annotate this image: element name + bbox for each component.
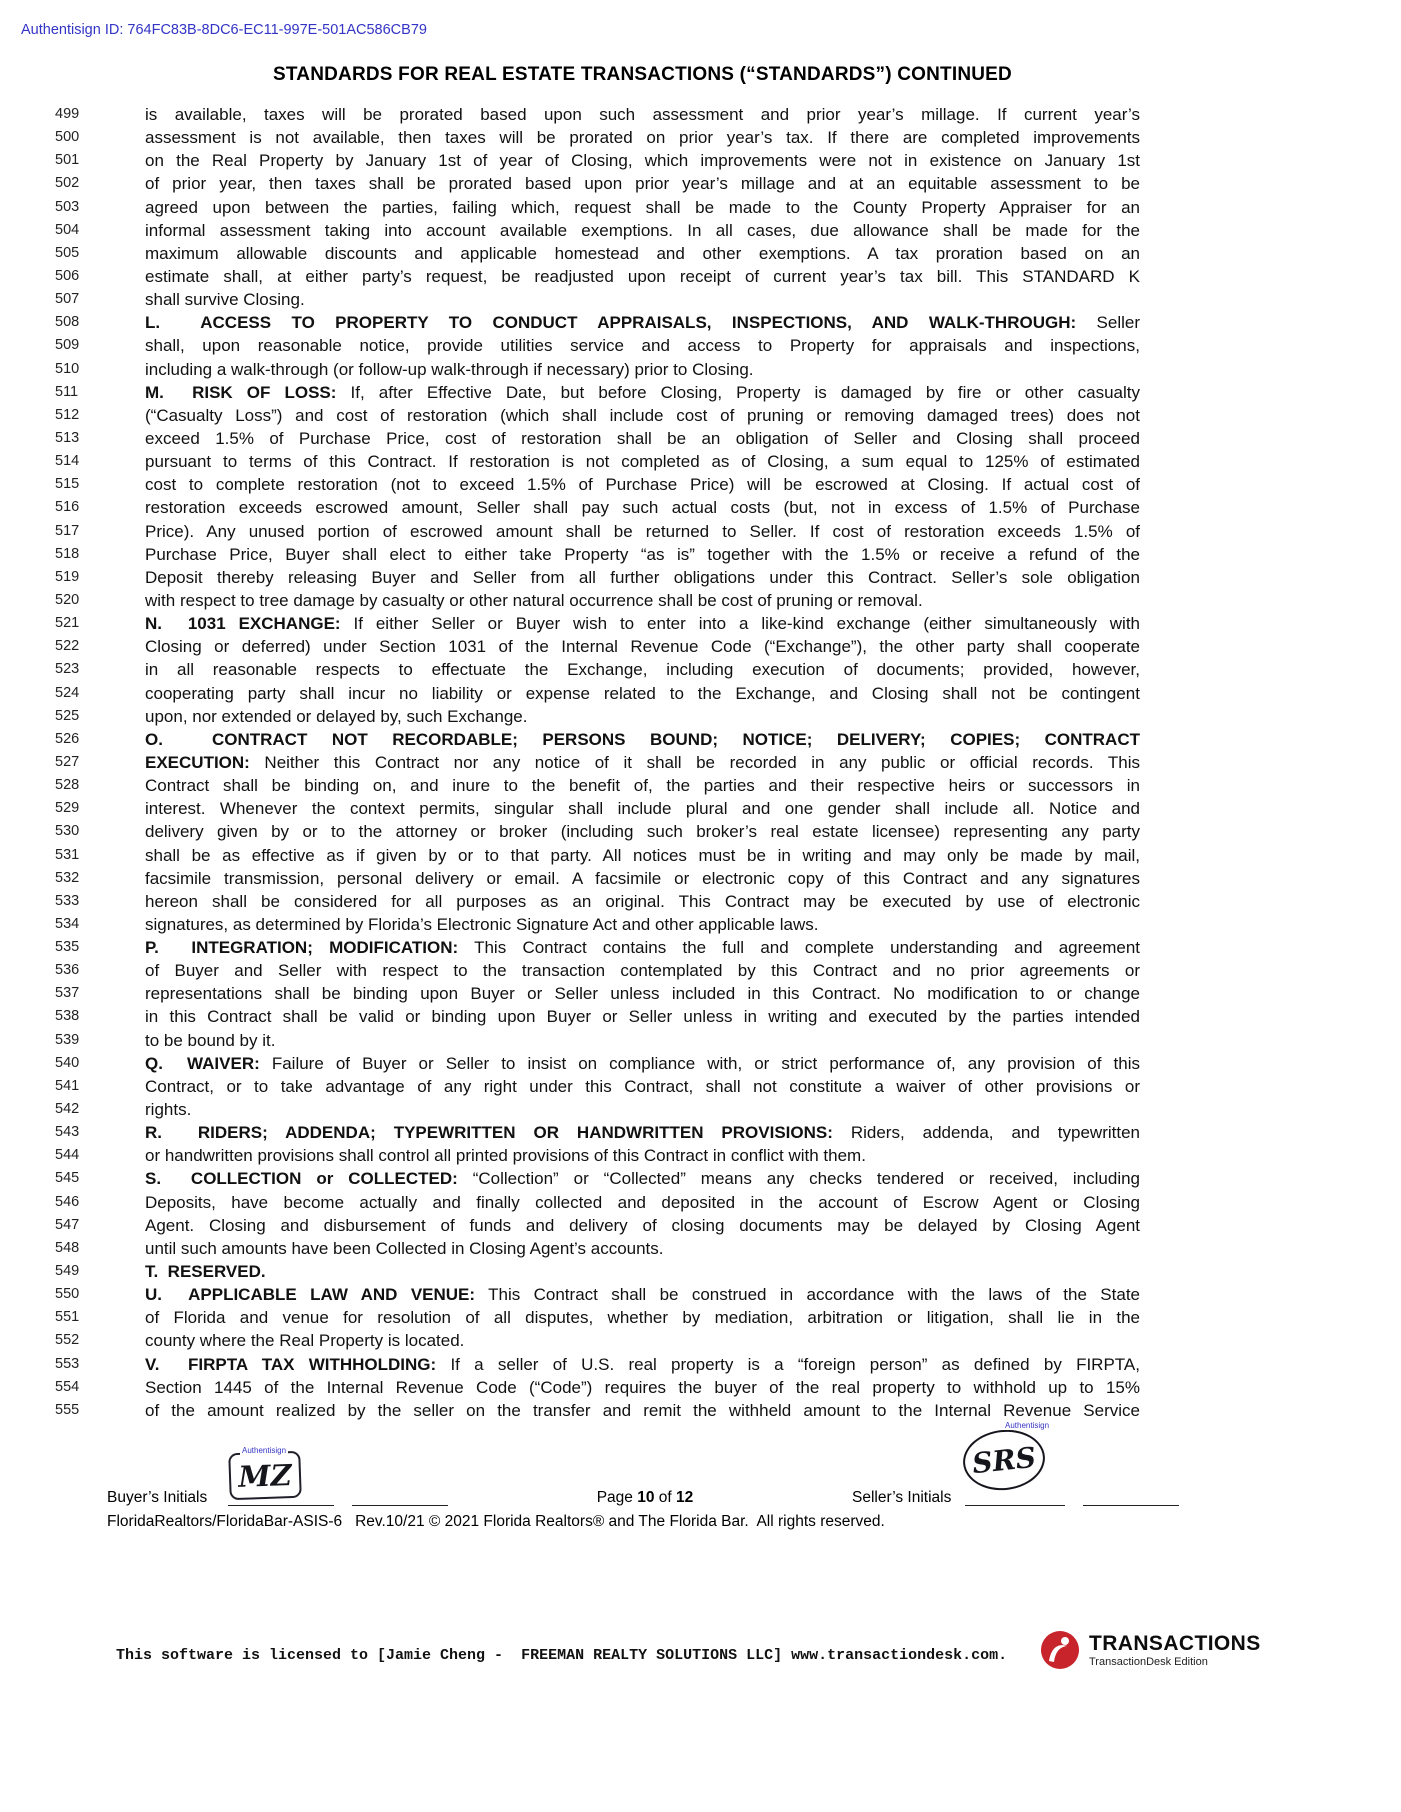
line-number: 511 — [55, 383, 79, 400]
line-row — [55, 751, 1140, 774]
line-row — [55, 797, 1140, 820]
line-number: 552 — [55, 1332, 80, 1349]
line-row — [55, 219, 1140, 242]
line-row — [55, 1329, 1140, 1352]
line-row — [55, 1191, 1140, 1214]
seller-initials-line-1[interactable] — [965, 1505, 1065, 1506]
line-row — [55, 288, 1140, 311]
line-body — [145, 1075, 1140, 1098]
line-body — [145, 1237, 1140, 1260]
line-text: cooperating party shall incur no liability or expense related to the Exchange, and Closing shall not be contingent — [145, 683, 1140, 703]
line-text: Riders, addenda, and typewritten — [832, 1123, 1140, 1143]
line-body — [145, 1329, 1140, 1352]
line-text: Purchase Price, Buyer shall elect to either take Property “as is” together with the 1.5% or receive a refund of the — [145, 544, 1140, 564]
line-number: 516 — [55, 499, 80, 516]
line-number: 542 — [55, 1101, 80, 1118]
buyer-initials-line-2[interactable] — [352, 1505, 448, 1506]
line-number: 554 — [55, 1378, 80, 1395]
line-number: 543 — [55, 1124, 80, 1141]
line-number: 528 — [55, 777, 80, 794]
line-body — [145, 404, 1140, 427]
line-text: assessment is not available, then taxes will be prorated on prior year’s tax. If there are completed improvements — [145, 128, 1140, 148]
line-row — [55, 1029, 1140, 1052]
line-text: Closing or deferred) under Section 1031 of the Internal Revenue Code (“Exchange”), the other party shall cooperate — [145, 637, 1140, 657]
line-number: 539 — [55, 1031, 80, 1048]
line-body — [145, 1098, 1140, 1121]
line-number: 534 — [55, 915, 80, 932]
transactions-logo-subtitle: TransactionDesk Edition — [1089, 1655, 1208, 1668]
transactions-logo-title: TRANSACTIONS — [1089, 1631, 1261, 1655]
line-row — [55, 358, 1140, 381]
line-row — [55, 982, 1140, 1005]
line-number: 523 — [55, 661, 80, 678]
buyers-initials-label: Buyer’s Initials — [107, 1489, 208, 1506]
line-number: 538 — [55, 1008, 80, 1025]
line-text: restoration exceeds escrowed amount, Seller shall pay such actual costs (but, not in excess of 1.5% of Purchase — [145, 498, 1140, 518]
line-text: hereon shall be considered for all purposes as an original. This Contract may be executed by use of electronic — [145, 891, 1140, 911]
line-body — [145, 381, 1140, 404]
line-number: 547 — [55, 1216, 80, 1233]
line-row — [55, 334, 1140, 357]
line-row — [55, 1376, 1140, 1399]
line-number: 514 — [55, 453, 80, 470]
line-number: 507 — [55, 291, 80, 308]
line-body — [145, 1167, 1140, 1190]
line-row — [55, 473, 1140, 496]
line-body — [145, 334, 1140, 357]
line-number: 555 — [55, 1401, 80, 1418]
line-text: with respect to tree damage by casualty or other natural occurrence shall be cost of pruning or removal. — [145, 590, 923, 610]
line-text: If either Seller or Buyer wish to enter into a like-kind exchange (either simultaneously with — [340, 614, 1141, 634]
line-body — [145, 705, 1140, 728]
line-body — [145, 1029, 1140, 1052]
line-body — [145, 589, 1140, 612]
line-text: county where the Real Property is located. — [145, 1331, 465, 1351]
line-number: 532 — [55, 869, 80, 886]
form-credit-line: FloridaRealtors/FloridaBar-ASIS-6 Rev.10/21 © 2021 Florida Realtors® and The Florida Bar. All rights reserved. — [107, 1513, 885, 1530]
line-row — [55, 126, 1140, 149]
line-row — [55, 103, 1140, 126]
line-number: 524 — [55, 684, 80, 701]
line-bold: U. APPLICABLE LAW AND VENUE: — [145, 1285, 476, 1305]
line-number: 544 — [55, 1147, 80, 1164]
line-row — [55, 936, 1140, 959]
line-number: 550 — [55, 1286, 80, 1303]
transactiondesk-logo — [1040, 1630, 1261, 1670]
authentisign-stamp-icon: Authentisign — [1005, 1421, 1050, 1430]
line-body — [145, 1283, 1140, 1306]
line-text: of Buyer and Seller with respect to the transaction contemplated by this Contract and no prior agreements or — [145, 961, 1140, 981]
line-body — [145, 797, 1140, 820]
line-number: 509 — [55, 337, 80, 354]
line-body — [145, 103, 1140, 126]
line-row — [55, 520, 1140, 543]
line-row — [55, 612, 1140, 635]
line-number: 548 — [55, 1239, 80, 1256]
page-indicator-prefix: Page — [596, 1489, 638, 1506]
line-row — [55, 867, 1140, 890]
line-text: Seller — [1076, 313, 1140, 333]
line-body — [145, 219, 1140, 242]
line-text: of prior year, then taxes shall be prorated based upon prior year’s millage and at an equitable assessment to be — [145, 174, 1140, 194]
line-row — [55, 1260, 1140, 1283]
line-row — [55, 149, 1140, 172]
line-body — [145, 751, 1140, 774]
line-text: delivery given by or to the attorney or broker (including such broker’s real estate licensee) representing any party — [145, 822, 1140, 842]
line-body — [145, 265, 1140, 288]
line-number: 510 — [55, 360, 80, 377]
line-number: 529 — [55, 800, 80, 817]
line-text: informal assessment taking into account available exemptions. In all cases, due allowance shall be made for the — [145, 220, 1140, 240]
buyer-initials-line-1[interactable] — [228, 1505, 334, 1506]
line-body — [145, 1376, 1140, 1399]
line-body — [145, 635, 1140, 658]
line-row — [55, 844, 1140, 867]
line-text: in all reasonable respects to effectuate the Exchange, including execution of documents; provided, however, — [145, 660, 1140, 680]
line-row — [55, 658, 1140, 681]
line-number: 521 — [55, 615, 80, 632]
line-body — [145, 1191, 1140, 1214]
line-row — [55, 959, 1140, 982]
line-bold: R. RIDERS; ADDENDA; TYPEWRITTEN OR HANDWRITTEN PROVISIONS: — [145, 1123, 833, 1143]
line-text: Deposits, have become actually and finally collected and deposited in the account of Escrow Agent or Closing — [145, 1192, 1140, 1212]
line-number: 506 — [55, 267, 80, 284]
line-body — [145, 172, 1140, 195]
line-text: interest. Whenever the context permits, singular shall include plural and one gender shall include all. Notice and — [145, 799, 1140, 819]
line-bold: S. COLLECTION or COLLECTED: — [145, 1169, 458, 1189]
line-body — [145, 1306, 1140, 1329]
line-text: cost to complete restoration (not to exceed 1.5% of Purchase Price) will be escrowed at Closing. If actual cost of — [145, 475, 1140, 495]
line-text: is available, taxes will be prorated based upon such assessment and prior year’s millage. If current year’s — [145, 105, 1140, 124]
line-row — [55, 682, 1140, 705]
line-row — [55, 890, 1140, 913]
sellers-initials-label: Seller’s Initials — [852, 1489, 952, 1506]
line-body — [145, 196, 1140, 219]
line-body — [145, 728, 1140, 751]
line-number: 525 — [55, 707, 80, 724]
line-row — [55, 820, 1140, 843]
page-number-current: 10 — [637, 1489, 655, 1506]
line-body — [145, 566, 1140, 589]
line-bold: EXECUTION: — [145, 752, 250, 772]
line-body — [145, 358, 1140, 381]
line-row — [55, 1306, 1140, 1329]
line-number: 546 — [55, 1193, 80, 1210]
page-number-total: 12 — [676, 1489, 694, 1506]
line-row — [55, 705, 1140, 728]
line-body — [145, 473, 1140, 496]
line-bold: O. CONTRACT NOT RECORDABLE; PERSONS BOUND; NOTICE; DELIVERY; COPIES; CONTRACT — [145, 729, 1140, 749]
line-number: 500 — [55, 129, 80, 146]
line-text: shall, upon reasonable notice, provide utilities service and access to Property for appraisals and inspections, — [145, 336, 1140, 356]
line-row — [55, 381, 1140, 404]
line-number: 537 — [55, 985, 80, 1002]
line-body — [145, 126, 1140, 149]
line-number: 540 — [55, 1054, 80, 1071]
line-row — [55, 496, 1140, 519]
line-body — [145, 520, 1140, 543]
line-number: 526 — [55, 730, 80, 747]
line-number: 505 — [55, 244, 80, 261]
line-text: Deposit thereby releasing Buyer and Seller from all further obligations under this Contract. Seller’s sole obligation — [145, 567, 1140, 587]
line-number: 518 — [55, 545, 80, 562]
line-row — [55, 1214, 1140, 1237]
line-body — [145, 1121, 1140, 1144]
line-body — [145, 1144, 1140, 1167]
line-body — [145, 1052, 1140, 1075]
line-text: of Florida and venue for resolution of all disputes, whether by mediation, arbitration or litigation, shall lie in the — [145, 1308, 1140, 1328]
line-text: until such amounts have been Collected in Closing Agent’s accounts. — [145, 1238, 664, 1258]
authentisign-id: Authentisign ID: 764FC83B-8DC6-EC11-997E-501AC586CB79 — [21, 22, 427, 38]
line-row — [55, 1052, 1140, 1075]
line-row — [55, 1167, 1140, 1190]
line-body — [145, 450, 1140, 473]
line-text: in this Contract shall be valid or binding upon Buyer or Seller unless in writing and executed by the parties intended — [145, 1007, 1140, 1027]
line-row — [55, 543, 1140, 566]
line-body — [145, 496, 1140, 519]
line-bold: Q. WAIVER: — [145, 1053, 260, 1073]
line-text: signatures, as determined by Florida’s Electronic Signature Act and other applicable laws. — [145, 914, 819, 934]
line-text: pursuant to terms of this Contract. If restoration is not completed as of Closing, a sum equal to 125% of estimated — [145, 452, 1140, 472]
line-text: Failure of Buyer or Seller to insist on compliance with, or strict performance of, any provision of this — [259, 1053, 1140, 1073]
line-row — [55, 196, 1140, 219]
authentisign-stamp-icon: Authentisign — [242, 1446, 287, 1455]
buyer-initials-signature[interactable]: MZ — [228, 1451, 302, 1500]
page-indicator — [495, 1489, 795, 1507]
line-bold: N. 1031 EXCHANGE: — [145, 614, 341, 634]
line-text: shall be as effective as if given by or to that party. All notices must be in writing and may only be made by mail, — [145, 845, 1140, 865]
line-row — [55, 1283, 1140, 1306]
line-body — [145, 288, 1140, 311]
line-body — [145, 1214, 1140, 1237]
line-number: 504 — [55, 221, 80, 238]
line-body — [145, 844, 1140, 867]
line-number: 501 — [55, 152, 80, 169]
line-number: 553 — [55, 1355, 80, 1372]
line-row — [55, 589, 1140, 612]
line-bold: P. INTEGRATION; MODIFICATION: — [145, 938, 459, 958]
page-title: STANDARDS FOR REAL ESTATE TRANSACTIONS (“STANDARDS”) CONTINUED — [273, 64, 1012, 85]
line-number: 527 — [55, 753, 80, 770]
line-number: 520 — [55, 591, 80, 608]
line-row — [55, 635, 1140, 658]
line-body — [145, 959, 1140, 982]
line-body — [145, 658, 1140, 681]
line-number: 522 — [55, 638, 80, 655]
line-text: Section 1445 of the Internal Revenue Code (“Code”) requires the buyer of the real property to withhold up to 15% — [145, 1377, 1140, 1397]
line-text: including a walk-through (or follow-up walk-through if necessary) prior to Closing. — [145, 359, 754, 379]
line-row — [55, 1237, 1140, 1260]
line-body — [145, 890, 1140, 913]
line-bold: T. RESERVED. — [145, 1262, 266, 1282]
seller-initials-line-2[interactable] — [1083, 1505, 1179, 1506]
line-text: upon, nor extended or delayed by, such Exchange. — [145, 706, 528, 726]
line-number: 499 — [55, 106, 80, 122]
line-text: (“Casualty Loss”) and cost of restoration (which shall include cost of pruning or removing damaged trees) does not — [145, 405, 1140, 425]
line-body — [145, 682, 1140, 705]
line-body — [145, 820, 1140, 843]
line-text: facsimile transmission, personal delivery or email. A facsimile or electronic copy of this Contract and any signatures — [145, 868, 1140, 888]
line-body — [145, 913, 1140, 936]
line-text: If, after Effective Date, but before Closing, Property is damaged by fire or other casualty — [336, 382, 1140, 402]
line-row — [55, 242, 1140, 265]
line-text: Contract, or to take advantage of any right under this Contract, shall not constitute a waiver of other provisions or — [145, 1076, 1140, 1096]
line-number: 517 — [55, 522, 80, 539]
line-number: 530 — [55, 823, 80, 840]
line-number: 513 — [55, 429, 80, 446]
line-bold: L. ACCESS TO PROPERTY TO CONDUCT APPRAISALS, INSPECTIONS, AND WALK-THROUGH: — [145, 313, 1077, 333]
line-body — [145, 543, 1140, 566]
line-body — [145, 1353, 1140, 1376]
line-text: Price). Any unused portion of escrowed amount shall be returned to Seller. If cost of restoration exceeds 1.5% of — [145, 521, 1140, 541]
line-text: Agent. Closing and disbursement of funds and delivery of closing documents may be delayed by Closing Agent — [145, 1215, 1140, 1235]
line-row — [55, 566, 1140, 589]
transactions-logo-icon — [1040, 1630, 1080, 1670]
line-number: 545 — [55, 1170, 80, 1187]
line-body — [145, 1260, 1140, 1283]
line-row — [55, 1144, 1140, 1167]
license-line: This software is licensed to [Jamie Cheng - FREEMAN REALTY SOLUTIONS LLC] www.transactiondesk.com. — [116, 1647, 1008, 1664]
line-number: 551 — [55, 1309, 80, 1326]
line-body — [145, 311, 1140, 334]
line-row — [55, 427, 1140, 450]
line-number: 519 — [55, 568, 80, 585]
line-text: or handwritten provisions shall control all printed provisions of this Contract in conflict with them. — [145, 1146, 866, 1166]
line-row — [55, 913, 1140, 936]
line-body — [145, 1399, 1140, 1422]
page-indicator-of: of — [654, 1489, 677, 1506]
line-text: This Contract shall be construed in accordance with the laws of the State — [475, 1285, 1140, 1305]
line-row — [55, 450, 1140, 473]
line-row — [55, 311, 1140, 334]
line-row — [55, 404, 1140, 427]
line-body — [145, 936, 1140, 959]
line-row — [55, 774, 1140, 797]
line-body — [145, 242, 1140, 265]
line-number: 531 — [55, 846, 80, 863]
line-body — [145, 427, 1140, 450]
line-number: 508 — [55, 314, 80, 331]
seller-initials-signature[interactable]: SRS — [960, 1426, 1048, 1494]
line-number: 549 — [55, 1263, 80, 1280]
line-number: 502 — [55, 175, 80, 192]
line-body — [145, 867, 1140, 890]
line-number: 515 — [55, 476, 80, 493]
line-text: on the Real Property by January 1st of year of Closing, which improvements were not in existence on January 1st — [145, 151, 1140, 171]
line-text: Contract shall be binding on, and inure to the benefit of, the parties and their respective heirs or successors in — [145, 776, 1140, 796]
line-text: shall survive Closing. — [145, 290, 305, 310]
line-bold: V. FIRPTA TAX WITHHOLDING: — [145, 1354, 437, 1374]
line-row — [55, 1075, 1140, 1098]
line-body — [145, 1005, 1140, 1028]
line-number: 512 — [55, 406, 80, 423]
line-text: exceed 1.5% of Purchase Price, cost of restoration shall be an obligation of Seller and Closing shall proceed — [145, 428, 1140, 448]
line-number: 536 — [55, 962, 80, 979]
line-row — [55, 172, 1140, 195]
line-row — [55, 265, 1140, 288]
line-text: rights. — [145, 1100, 192, 1120]
document-lines — [55, 103, 1140, 1422]
line-text: of the amount realized by the seller on the transfer and remit the withheld amount to the Internal Revenue Service — [145, 1400, 1140, 1420]
line-text: agreed upon between the parties, failing which, request shall be made to the County Property Appraiser for an — [145, 197, 1140, 217]
line-number: 541 — [55, 1077, 80, 1094]
line-text: estimate shall, at either party’s request, be readjusted upon receipt of current year’s tax bill. This STANDARD K — [145, 266, 1140, 286]
line-body — [145, 149, 1140, 172]
line-row — [55, 1121, 1140, 1144]
line-number: 535 — [55, 939, 80, 956]
line-text: representations shall be binding upon Buyer or Seller unless included in this Contract. No modification to or change — [145, 984, 1140, 1004]
line-row — [55, 1098, 1140, 1121]
line-body — [145, 612, 1140, 635]
line-bold: M. RISK OF LOSS: — [145, 382, 337, 402]
line-text: maximum allowable discounts and applicable homestead and other exemptions. A tax proration based on an — [145, 243, 1140, 263]
transactions-logo-text — [1089, 1633, 1261, 1668]
line-text: This Contract contains the full and complete understanding and agreement — [458, 938, 1141, 958]
line-number: 533 — [55, 892, 80, 909]
line-text: to be bound by it. — [145, 1030, 276, 1050]
line-row — [55, 1005, 1140, 1028]
line-row — [55, 1353, 1140, 1376]
line-text: “Collection” or “Collected” means any checks tendered or received, including — [457, 1169, 1140, 1189]
line-body — [145, 774, 1140, 797]
line-text: If a seller of U.S. real property is a “foreign person” as defined by FIRPTA, — [436, 1354, 1140, 1374]
line-row — [55, 728, 1140, 751]
line-body — [145, 982, 1140, 1005]
line-text: Neither this Contract nor any notice of it shall be recorded in any public or official records. This — [249, 752, 1140, 772]
line-number: 503 — [55, 198, 80, 215]
line-row — [55, 1399, 1140, 1422]
